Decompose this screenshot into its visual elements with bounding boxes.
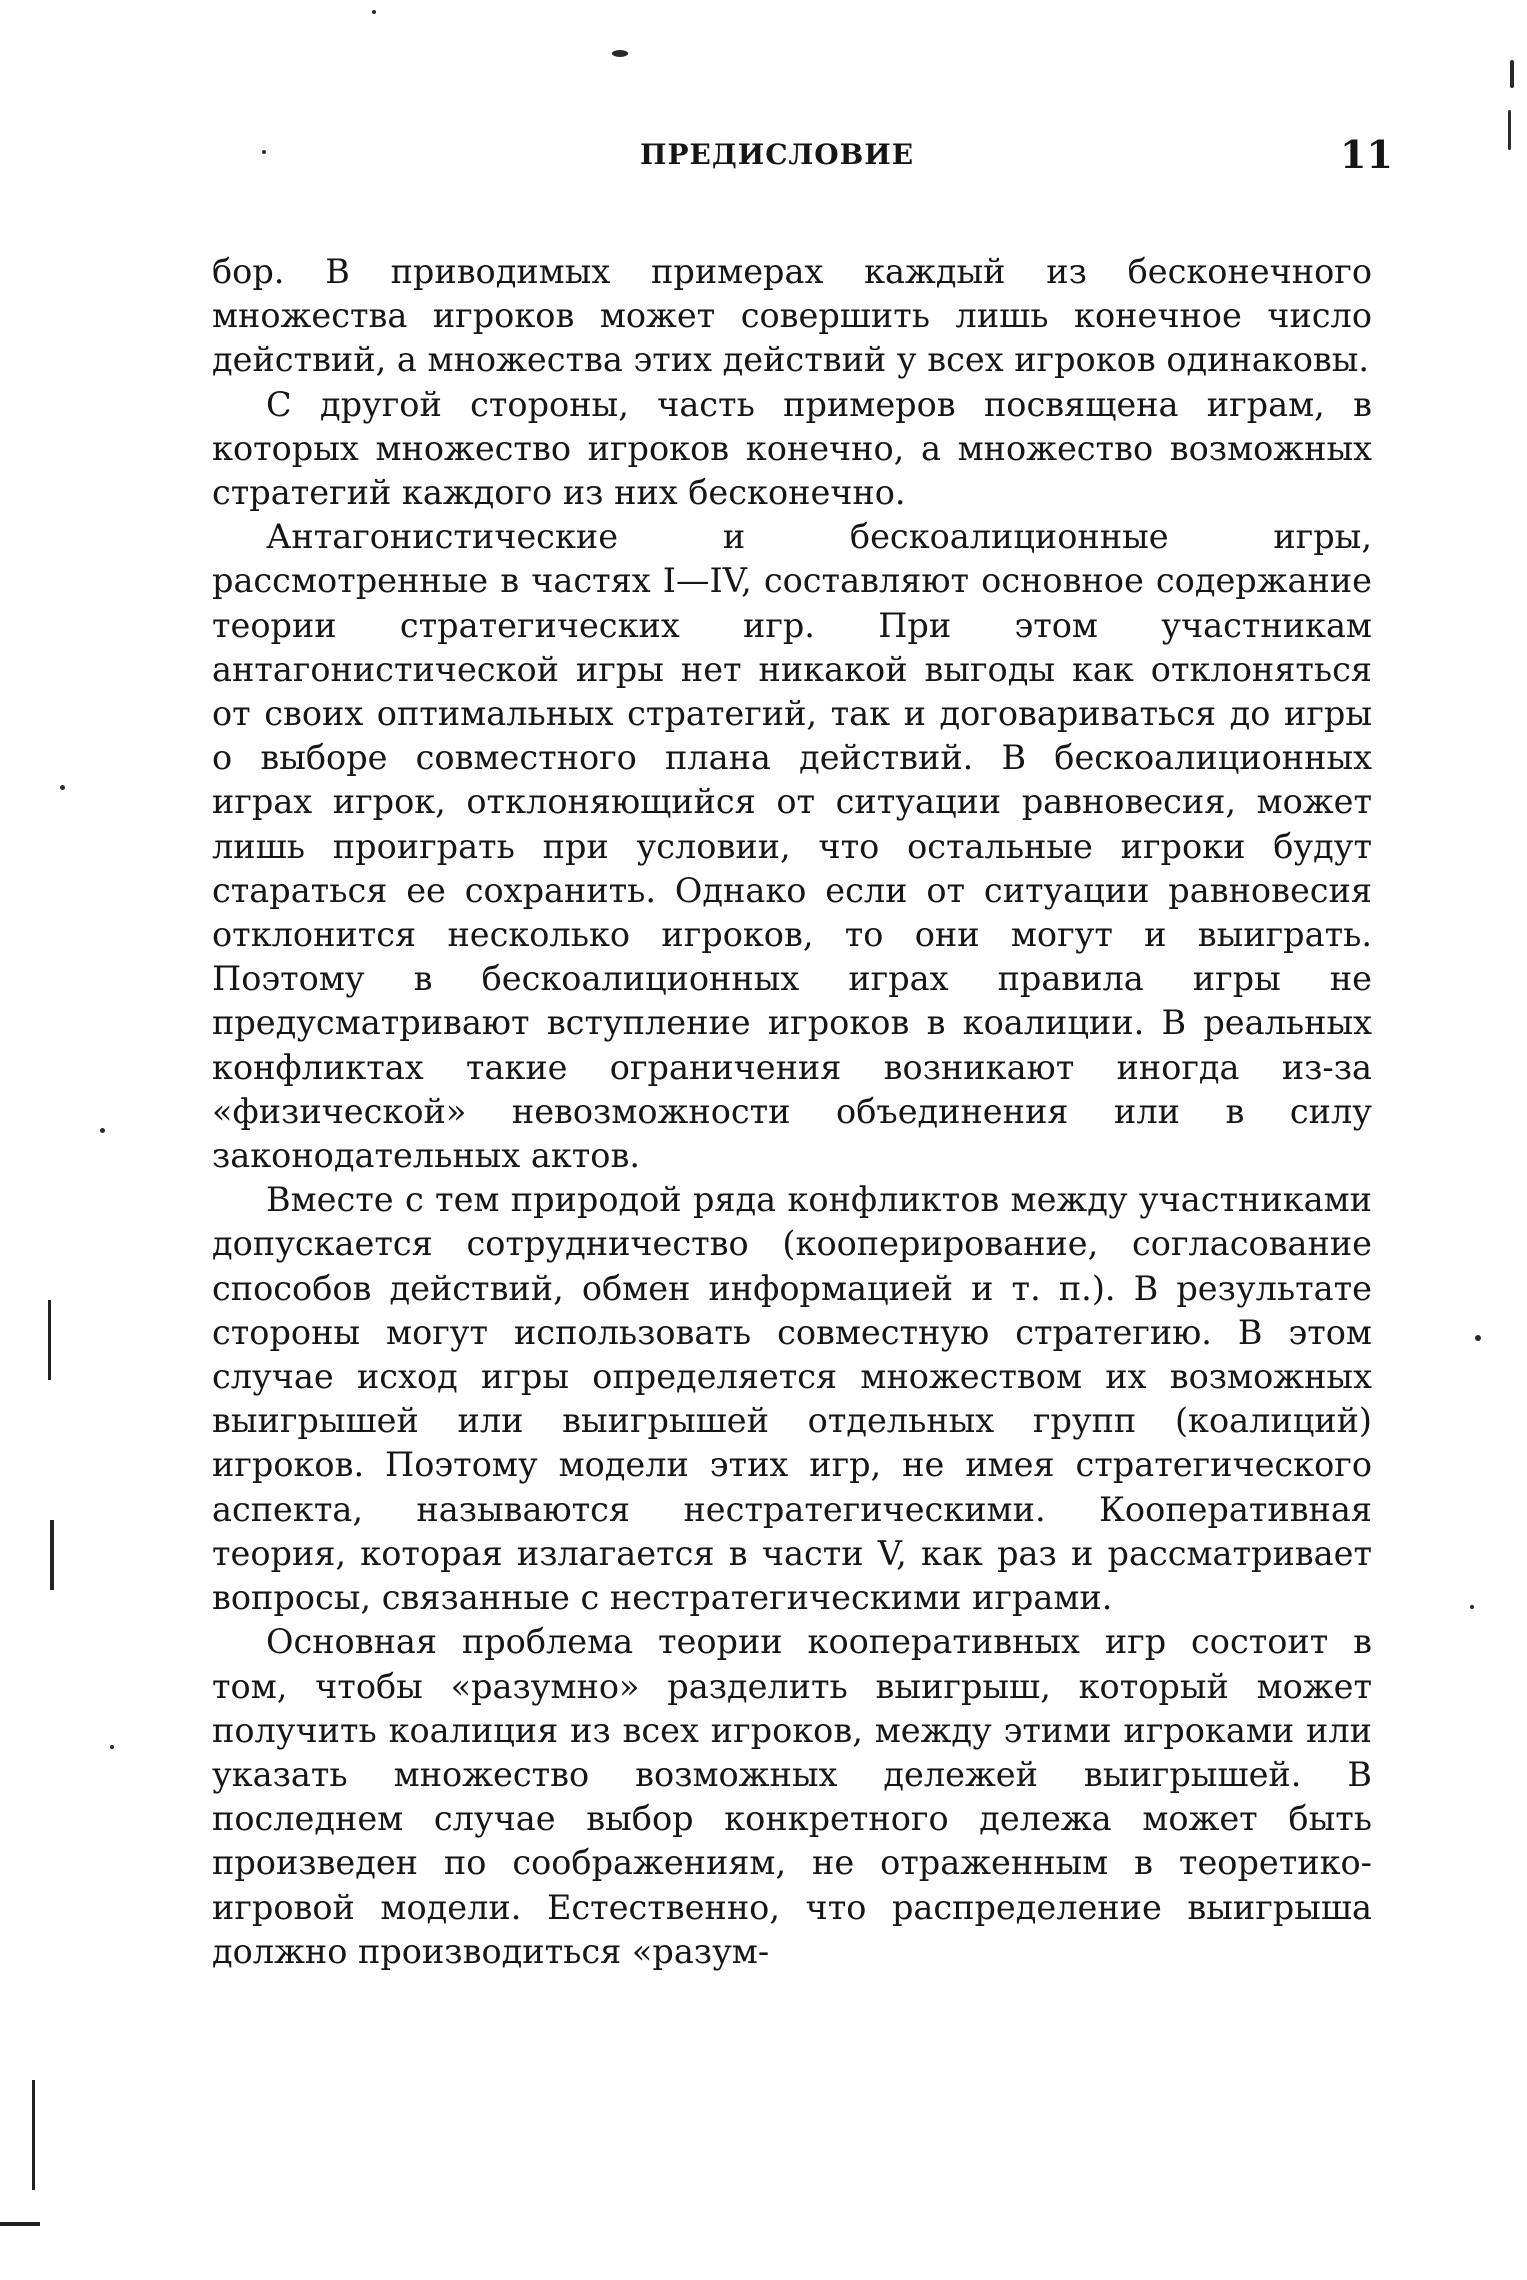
running-head <box>0 132 1527 178</box>
scan-edge-mark <box>48 1300 51 1380</box>
paragraph: С другой стороны, часть примеров посвящена играм, в которых множество игроков конечно, а множество возможных стратегий каждого из них бесконечно. <box>212 384 1372 513</box>
page-number: 11 <box>1340 132 1393 177</box>
paragraph: Основная проблема теории кооперативных игр состоит в том, чтобы «разумно» разделить выигрыш, который может получить коалиция из всех игроков, между этими игроками или указать множество возможных дележей выигрышей. В последнем случае выбор конкретного дележа может быть произведен по соображениям, не отраженным в теоретико-игровой модели. Естественно, что распределение выигрыша должно производиться «разум- <box>212 1622 1372 1971</box>
scan-speck <box>262 150 266 154</box>
page-title: ПРЕДИСЛОВИЕ <box>640 138 915 171</box>
scan-speck <box>60 785 65 790</box>
scan-speck <box>612 50 628 57</box>
paragraph: Антагонистические и бескоалиционные игры, рассмотренные в частях I—IV, составляют основное содержание теории стратегических игр. При этом участникам антагонистической игры нет никакой выгоды как отклоняться от своих оптимальных стратегий, так и договариваться до игры о выборе совместного плана действий. В бескоалиционных играх игрок, отклоняющийся от ситуации равновесия, может лишь проиграть при условии, что остальные игроки будут стараться ее сохранить. Однако если от ситуации равновесия отклонится несколько игроков, то они могут и выиграть. Поэтому в бескоалиционных играх правила игры не предусматривают вступление игроков в коалиции. В реальных конфликтах такие ограничения возникают иногда из-за «физической» невозможности объединения или в силу законодательных актов. <box>212 517 1372 1176</box>
body-text <box>212 250 1372 1974</box>
scan-speck <box>1508 110 1511 150</box>
scan-speck <box>110 1745 114 1749</box>
scan-speck <box>1470 1605 1474 1609</box>
scan-speck <box>1475 1335 1481 1341</box>
scan-edge-mark <box>50 1520 54 1590</box>
scan-speck <box>100 1128 105 1133</box>
paragraph: Вместе с тем природой ряда конфликтов между участниками допускается сотрудничество (кооперирование, согласование способов действий, обмен информацией и т. п.). В результате стороны могут использовать совместную стратегию. В этом случае исход игры определяется множеством их возможных выигрышей или выигрышей отдельных групп (коалиций) игроков. Поэтому модели этих игр, не имея стратегического аспекта, называются нестратегическими. Кооперативная теория, которая излагается в части V, как раз и рассматривает вопросы, связанные с нестратегическими играми. <box>212 1180 1372 1618</box>
paragraph: бор. В приводимых примерах каждый из бесконечного множества игроков может совершить лишь конечное число действий, а множества этих действий у всех игроков одинаковы. <box>212 252 1372 380</box>
scan-speck <box>372 10 376 14</box>
scan-speck <box>1510 60 1514 88</box>
scan-edge-mark <box>0 2222 40 2226</box>
scan-edge-mark <box>32 2080 35 2190</box>
